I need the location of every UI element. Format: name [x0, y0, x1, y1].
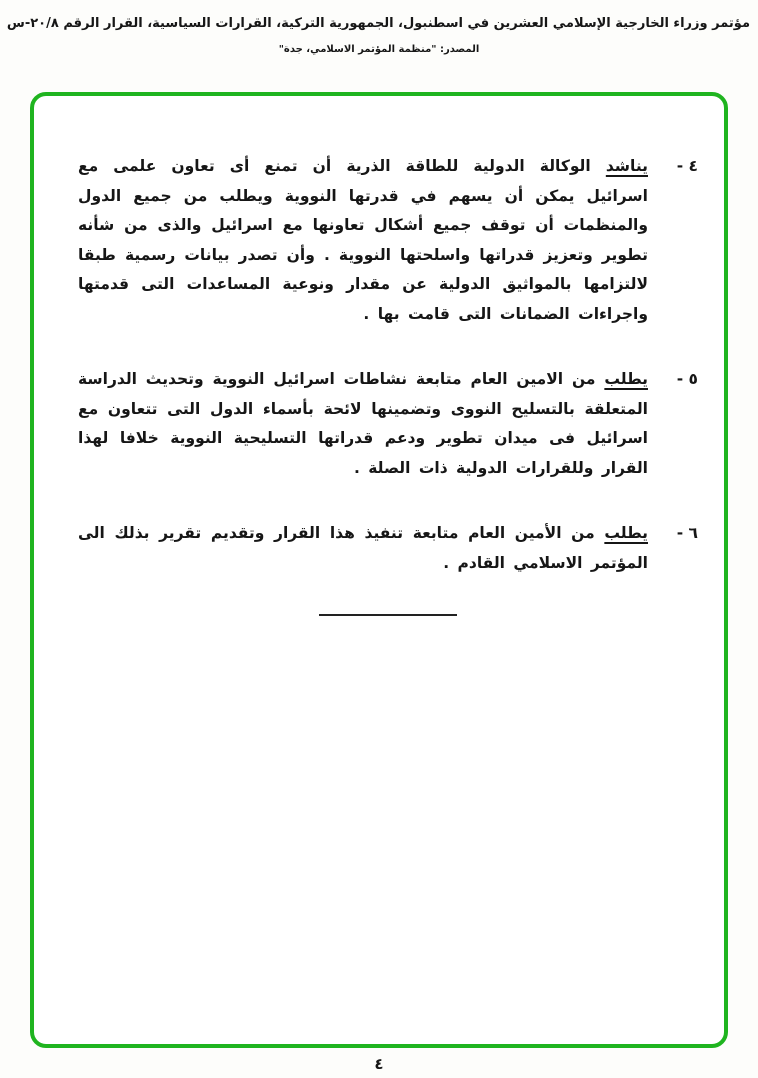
paragraph-text: يطلب من الامين العام متابعة نشاطات اسرائيل النووية وتحديث الدراسة المتعلقة بالتسليح النووى وتضمينها لائحة بأسماء الدول التى تتعاون مع اسرائيل فى ميدان تطوير ودعم قدراتها التسليحية النووية خلافا لهذا القرار وللقرارات الدولية ذات الصلة .	[78, 370, 648, 477]
paragraph-lead-word: يطلب	[604, 524, 648, 542]
paragraph-lead-word: يناشد	[605, 157, 648, 175]
paragraph	[78, 519, 698, 578]
page-number: ٤	[374, 1055, 384, 1073]
separator-line	[319, 614, 457, 616]
paragraph	[78, 152, 698, 329]
paragraph-text: يطلب من الأمين العام متابعة تنفيذ هذا القرار وتقديم تقرير بذلك الى المؤتمر الاسلامي القادم .	[78, 524, 648, 572]
paragraph-number: ٦ -	[676, 524, 698, 542]
page-footer	[0, 1055, 758, 1073]
paragraph-number: ٥ -	[676, 370, 698, 388]
paragraph-lead-word: يطلب	[604, 370, 648, 388]
paragraph	[78, 365, 698, 483]
paragraph-text: يناشد الوكالة الدولية للطاقة الذرية أن تمنع أى تعاون علمى مع اسرائيل يمكن أن يسهم في قدرتها النووية ويطلب من جميع الدول والمنظمات أن توقف جميع أشكال تعاونها مع اسرائيل والذى من شأنه تطوير وتعزيز قدراتها واسلحتها النووية . وأن تصدر بيانات رسمية طبقا لالتزامها بالمواثيق الدولية عن مقدار ونوعية المساعدات التى قدمتها واجراءات الضمانات التى قامت بها .	[78, 157, 648, 323]
paragraph-number: ٤ -	[676, 157, 698, 175]
header-source: المصدر: "منظمة المؤتمر الاسلامي، جدة"	[278, 43, 480, 55]
header-title: مؤتمر وزراء الخارجية الإسلامي العشرين في اسطنبول، الجمهورية التركية، القرارات السياسية، القرار الرقم ٢٠/٨-س	[6, 16, 750, 31]
green-frame	[30, 92, 728, 1048]
document-header	[0, 14, 758, 55]
paragraph-list	[78, 152, 698, 578]
document-body	[78, 152, 698, 616]
